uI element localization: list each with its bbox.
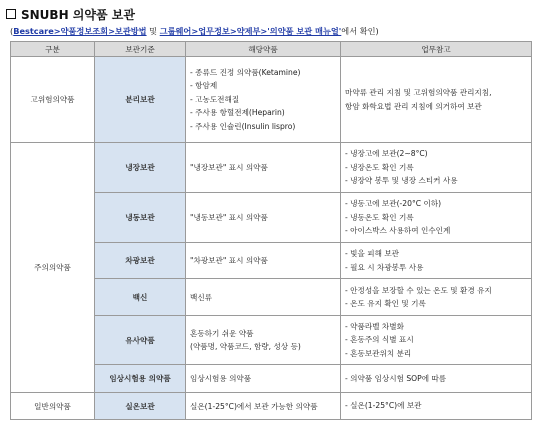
criterion-cell: 실온보관	[95, 393, 186, 420]
note-item: - 약품라벨 차별화	[345, 320, 527, 334]
note-cell	[341, 57, 532, 143]
header-notes: 업무참고	[341, 42, 532, 57]
criterion-cell: 백신	[95, 279, 186, 316]
criterion-cell: 임상시험용 의약품	[95, 365, 186, 393]
note-item: - 아이스박스 사용하여 인수인계	[345, 224, 527, 238]
note-item: - 의약품 임상시험 SOP에 따름	[345, 372, 527, 386]
source-note	[10, 26, 379, 37]
drug-cell: 백신류	[186, 279, 341, 316]
table-header-row	[11, 42, 532, 57]
criterion-cell: 냉동보관	[95, 193, 186, 243]
note-item: - 빛을 피해 보관	[345, 247, 527, 261]
source-note-mid: 및	[146, 26, 160, 36]
note-item: - 필요 시 차광봉투 사용	[345, 261, 527, 275]
note-item: - 냉동고에 보관(-20°C 이하)	[345, 197, 527, 211]
note-item: - 냉장약 봉투 및 냉장 스티커 사용	[345, 174, 527, 188]
title-text: SNUBH 의약품 보관	[21, 7, 135, 22]
drug-item: - 주사용 인슐린(Insulin lispro)	[190, 120, 336, 134]
bestcare-link[interactable]: Bestcare>약품정보조회>보관방법	[13, 26, 147, 36]
group-high-risk: 고위험의약품	[11, 57, 95, 143]
drug-item: - 항암제	[190, 79, 336, 93]
table-row	[11, 57, 532, 143]
note-item: - 냉장온도 확인 기록	[345, 161, 527, 175]
note-item: - 혼동주의 식별 표시	[345, 333, 527, 347]
note-cell	[341, 316, 532, 365]
drug-cell: "냉장보관" 표시 의약품	[186, 143, 341, 193]
checkbox-square-icon	[6, 9, 16, 19]
header-criterion: 보관기준	[95, 42, 186, 57]
drug-cell: "차광보관" 표시 의약품	[186, 243, 341, 279]
source-note-suffix: 에서 확인)	[341, 26, 379, 36]
drug-item: - 종류드 진정 의약품(Ketamine)	[190, 66, 336, 80]
table-row	[11, 393, 532, 420]
note-item: - 온도 유지 확인 및 기록	[345, 297, 527, 311]
criterion-cell: 유사약품	[95, 316, 186, 365]
criterion-cell: 차광보관	[95, 243, 186, 279]
groupware-link[interactable]: 그룹웨어>업무정보>약제부>'의약품 보관 매뉴얼'	[159, 26, 342, 36]
header-drugs: 해당약품	[186, 42, 341, 57]
note-item: - 안정성을 보장할 수 있는 온도 및 환경 유지	[345, 284, 527, 298]
group-general: 일반의약품	[11, 393, 95, 420]
table-row	[11, 143, 532, 193]
page-title	[6, 5, 135, 23]
note-cell	[341, 393, 532, 420]
drug-cell	[186, 316, 341, 365]
criterion-cell: 분리보관	[95, 57, 186, 143]
note-item: - 실온(1-25°C)에 보관	[345, 399, 527, 413]
drug-cell: 임상시험용 의약품	[186, 365, 341, 393]
criterion-cell: 냉장보관	[95, 143, 186, 193]
note-item: - 냉동온도 확인 기록	[345, 211, 527, 225]
drug-item: - 고농도전해질	[190, 93, 336, 107]
note-cell	[341, 243, 532, 279]
drug-line: 혼동하기 쉬운 약품	[190, 329, 254, 338]
note-cell	[341, 279, 532, 316]
source-note-prefix: (	[10, 26, 14, 36]
note-item: - 냉장고에 보관(2~8°C)	[345, 147, 527, 161]
drug-cell	[186, 57, 341, 143]
drug-item: - 주사용 항혈전제(Heparin)	[190, 106, 336, 120]
note-cell	[341, 143, 532, 193]
note-item: - 혼동보관위치 분리	[345, 347, 527, 361]
group-caution: 주의의약품	[11, 143, 95, 393]
note-line: 마약류 관리 지침 및 고위험의약품 관리지침,	[345, 87, 492, 97]
drug-cell: 실온(1-25°C)에서 보관 가능한 의약품	[186, 393, 341, 420]
note-line: 항암 화학요법 관리 지침에 의거하여 보관	[345, 101, 482, 111]
header-category: 구분	[11, 42, 95, 57]
note-cell	[341, 193, 532, 243]
drug-line: (약품명, 약품코드, 함량, 성상 등)	[190, 342, 301, 351]
note-cell	[341, 365, 532, 393]
storage-table	[10, 41, 532, 420]
drug-cell: "냉동보관" 표시 의약품	[186, 193, 341, 243]
